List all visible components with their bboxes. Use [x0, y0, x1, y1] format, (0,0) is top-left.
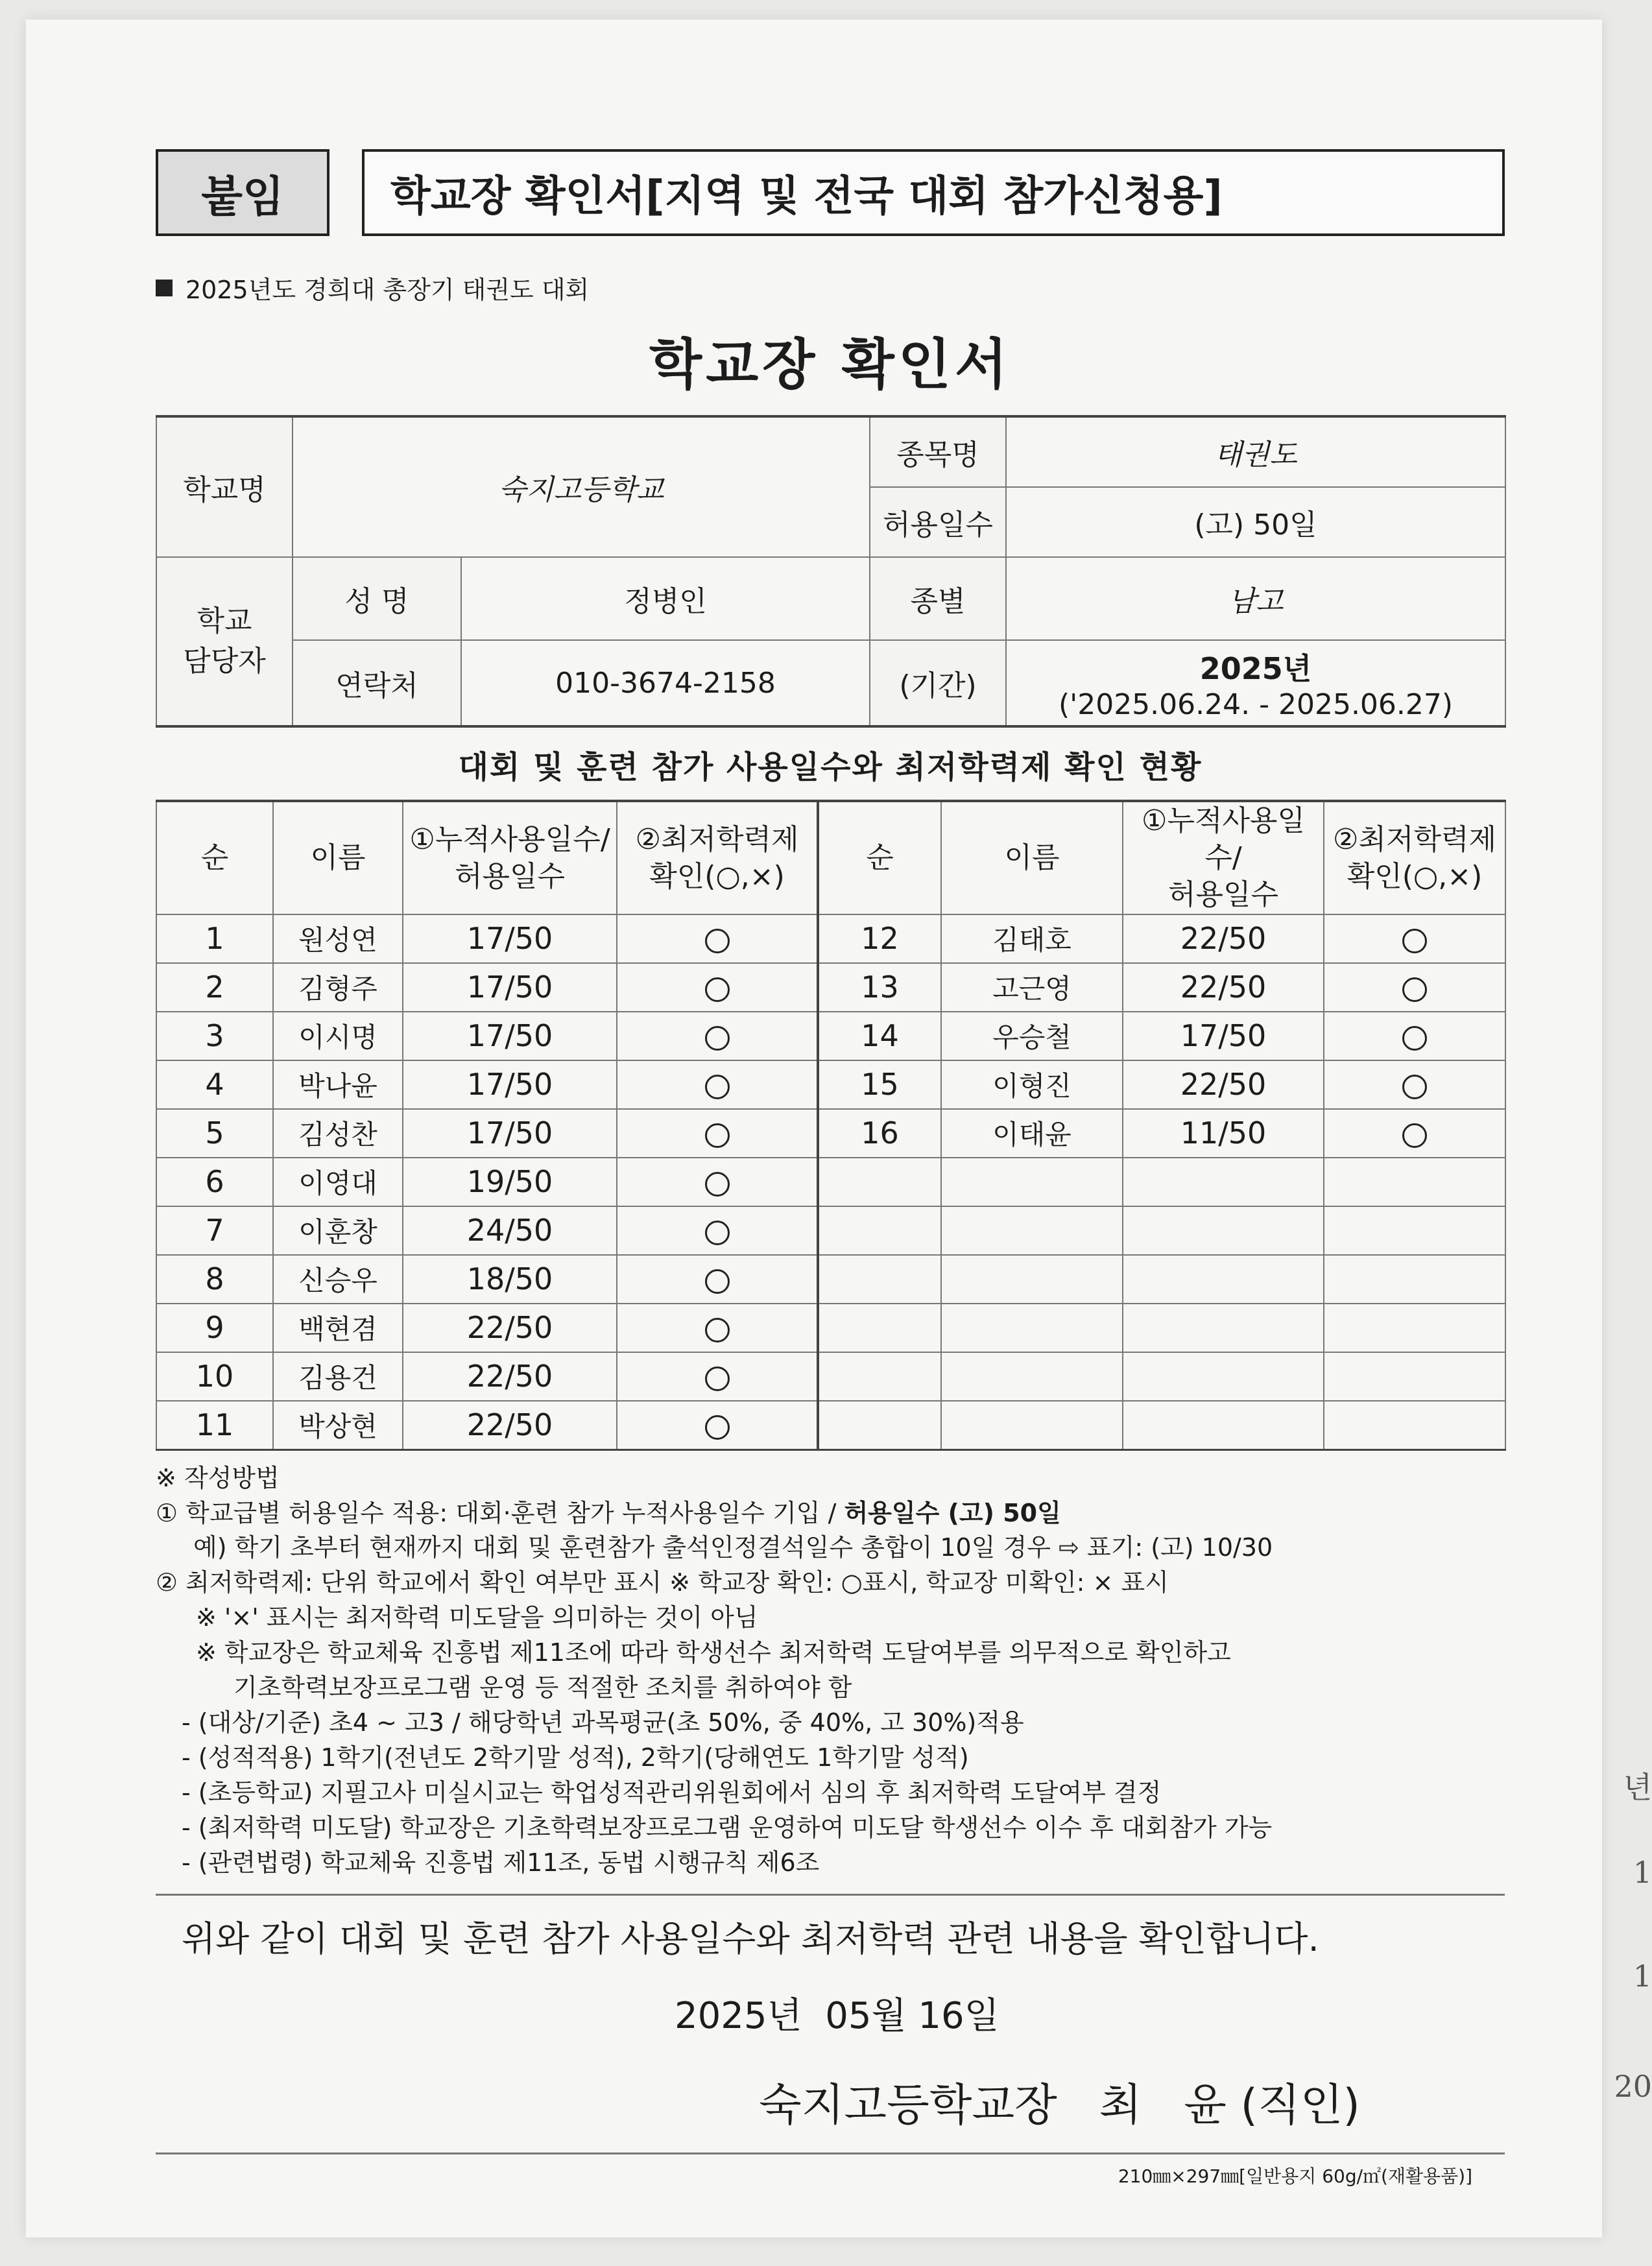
- sport-value: 태권도: [1006, 416, 1505, 487]
- days-used: 22/50: [1123, 1060, 1324, 1109]
- student-name: 고근영: [941, 963, 1123, 1012]
- circle-mark-icon: [705, 1221, 730, 1245]
- minimum-grade-check: [617, 1352, 818, 1401]
- table-row: [156, 1012, 1505, 1060]
- edge-text-3: 1: [1633, 1959, 1652, 1994]
- note-2b: ※ 학교장은 학교체육 진흥법 제11조에 따라 학생선수 최저학력 도달여부를 의무적으로 확인하고: [196, 1638, 1231, 1667]
- student-name: 신승우: [273, 1255, 403, 1304]
- minimum-grade-check: [617, 1255, 818, 1304]
- confirm-statement: 위와 같이 대회 및 훈련 참가 사용일수와 최저학력 관련 내용을 확인합니다.: [182, 1918, 1319, 1959]
- row-number: 12: [818, 914, 941, 963]
- row-number: 13: [818, 963, 941, 1012]
- table-row: [156, 1109, 1505, 1158]
- name-label: 성 명: [293, 557, 461, 640]
- circle-mark-icon: [705, 1026, 730, 1051]
- note-dash-3: - (초등학교) 지필고사 미실시교는 학업성적관리위원회에서 심의 후 최저학력 도달여부 결정: [182, 1778, 1162, 1807]
- student-name: [941, 1255, 1123, 1304]
- signature-separator: [156, 2153, 1505, 2154]
- days-used: 17/50: [403, 914, 617, 963]
- note-1-text: ① 학교급별 허용일수 적용: 대회·훈련 참가 누적사용일수 기입 /: [156, 1498, 844, 1527]
- square-bullet-icon: [156, 280, 173, 296]
- row-number: 1: [156, 914, 273, 963]
- student-name: 우승철: [941, 1012, 1123, 1060]
- row-number: 3: [156, 1012, 273, 1060]
- paper-spec-footer: 210㎜×297㎜[일반용지 60g/㎡(재활용품)]: [1118, 2165, 1472, 2187]
- edge-text-2: 1: [1633, 1855, 1652, 1890]
- minimum-grade-check: [617, 1109, 818, 1158]
- row-number: 10: [156, 1352, 273, 1401]
- table-row: [156, 1060, 1505, 1109]
- header-check: ②최저학력제 확인(○,×): [1324, 801, 1505, 914]
- header-title: 학교장 확인서[지역 및 전국 대회 참가신청용]: [362, 149, 1505, 236]
- row-number: 9: [156, 1304, 273, 1352]
- minimum-grade-check: [617, 1206, 818, 1255]
- note-1-bold: 허용일수 (고) 50일: [844, 1498, 1061, 1527]
- student-name: 이영대: [273, 1158, 403, 1206]
- header-name: 이름: [941, 801, 1123, 914]
- issue-date: 2025년 05월 16일: [675, 1995, 1000, 2037]
- days-used: [1123, 1352, 1324, 1401]
- student-name: 박상현: [273, 1401, 403, 1450]
- days-used: 17/50: [403, 963, 617, 1012]
- minimum-grade-check: [1324, 1304, 1505, 1352]
- circle-mark-icon: [705, 1172, 730, 1197]
- note-2: ② 최저학력제: 단위 학교에서 확인 여부만 표시 ※ 학교장 확인: ○표시, 학교장 미확인: × 표시: [156, 1568, 1169, 1597]
- days-used: 18/50: [403, 1255, 617, 1304]
- table-row: [156, 1401, 1505, 1450]
- row-number: 11: [156, 1401, 273, 1450]
- note-dash-4: - (최저학력 미도달) 학교장은 기초학력보장프로그램 운영하여 미도달 학생선수 이수 후 대회참가 가능: [182, 1813, 1273, 1843]
- days-used: 22/50: [403, 1352, 617, 1401]
- circle-mark-icon: [705, 1318, 730, 1342]
- student-name: 이형진: [941, 1060, 1123, 1109]
- row-number: 2: [156, 963, 273, 1012]
- minimum-grade-check: [1324, 1255, 1505, 1304]
- header-no: 순: [818, 801, 941, 914]
- row-number: [818, 1304, 941, 1352]
- note-2a: ※ '×' 표시는 최저학력 미도달을 의미하는 것이 아님: [196, 1603, 758, 1632]
- days-used: 11/50: [1123, 1109, 1324, 1158]
- minimum-grade-check: [617, 914, 818, 963]
- phone-label: 연락처: [293, 640, 461, 726]
- table-row: [156, 1158, 1505, 1206]
- minimum-grade-check: [617, 1060, 818, 1109]
- student-name: [941, 1158, 1123, 1206]
- minimum-grade-check: [617, 1158, 818, 1206]
- contact-name: 정병인: [461, 557, 870, 640]
- edge-text-1: 년: [1623, 1770, 1652, 1805]
- allowed-days-label: 허용일수: [870, 487, 1006, 557]
- roster-table: [156, 800, 1506, 1451]
- note-dash-2: - (성적적용) 1학기(전년도 2학기말 성적), 2학기(당해연도 1학기말 성적): [182, 1743, 969, 1772]
- circle-mark-icon: [705, 1075, 730, 1099]
- row-number: 6: [156, 1158, 273, 1206]
- table-row: [156, 1206, 1505, 1255]
- days-used: 17/50: [403, 1012, 617, 1060]
- student-name: 김형주: [273, 963, 403, 1012]
- period-label: (기간): [870, 640, 1006, 726]
- student-name: 이훈창: [273, 1206, 403, 1255]
- document-page: [26, 19, 1602, 2237]
- days-used: [1123, 1401, 1324, 1450]
- note-dash-1: - (대상/기준) 초4 ~ 고3 / 해당학년 과목평균(초 50%, 중 40%, 고 30%)적용: [182, 1708, 1024, 1737]
- circle-mark-icon: [1402, 929, 1427, 953]
- category-label: 종별: [870, 557, 1006, 640]
- circle-mark-icon: [1402, 1075, 1427, 1099]
- document-title: 학교장 확인서: [649, 333, 1012, 396]
- circle-mark-icon: [705, 1415, 730, 1440]
- header-check: ②최저학력제 확인(○,×): [617, 801, 818, 914]
- minimum-grade-check: [1324, 1012, 1505, 1060]
- period-year: 2025년: [1199, 650, 1312, 686]
- period-range: ('2025.06.24. - 2025.06.27): [1058, 687, 1454, 721]
- minimum-grade-check: [1324, 1060, 1505, 1109]
- note-2b-cont: 기초학력보장프로그램 운영 등 적절한 조치를 취하여야 함: [233, 1673, 852, 1702]
- table-row: [156, 914, 1505, 963]
- info-table: [156, 415, 1506, 728]
- period-cell: [1006, 640, 1505, 726]
- roster-header-row: [156, 801, 1505, 914]
- category-value: 남고: [1006, 557, 1505, 640]
- instructions: [156, 1461, 1505, 1881]
- contact-phone: 010-3674-2158: [461, 640, 870, 726]
- circle-mark-icon: [705, 1123, 730, 1148]
- days-used: 22/50: [403, 1304, 617, 1352]
- allowed-days-value: (고) 50일: [1006, 487, 1505, 557]
- days-used: 24/50: [403, 1206, 617, 1255]
- row-number: [818, 1352, 941, 1401]
- document-content: [156, 149, 1505, 2188]
- circle-mark-icon: [1402, 977, 1427, 1002]
- days-used: 17/50: [1123, 1012, 1324, 1060]
- note-1: [156, 1496, 1505, 1531]
- minimum-grade-check: [1324, 963, 1505, 1012]
- note-1-example: 예) 학기 초부터 현재까지 대회 및 훈련참가 출석인정결석일수 총합이 10일 경우 ⇨ 표기: (고) 10/30: [193, 1533, 1273, 1562]
- row-number: 14: [818, 1012, 941, 1060]
- principal-signature: 숙지고등학교장 최 윤 (직인): [759, 2080, 1360, 2131]
- days-used: 22/50: [403, 1401, 617, 1450]
- days-used: 22/50: [1123, 963, 1324, 1012]
- event-line: [156, 270, 1505, 305]
- header-no: 순: [156, 801, 273, 914]
- edge-text-4: 20: [1614, 2069, 1652, 2104]
- circle-mark-icon: [705, 977, 730, 1002]
- minimum-grade-check: [617, 1304, 818, 1352]
- minimum-grade-check: [1324, 1158, 1505, 1206]
- minimum-grade-check: [1324, 1352, 1505, 1401]
- event-name: 2025년도 경희대 총장기 태권도 대회: [186, 276, 590, 304]
- days-used: 22/50: [1123, 914, 1324, 963]
- header-days: ①누적사용일수/ 허용일수: [1123, 801, 1324, 914]
- contact-group-label: 학교 담당자: [156, 557, 293, 726]
- header-row: [156, 149, 1505, 236]
- minimum-grade-check: [1324, 1109, 1505, 1158]
- row-number: 7: [156, 1206, 273, 1255]
- section-title: 대회 및 훈련 참가 사용일수와 최저학력제 확인 현황: [458, 749, 1203, 785]
- circle-mark-icon: [1402, 1123, 1427, 1148]
- minimum-grade-check: [1324, 1401, 1505, 1450]
- circle-mark-icon: [705, 1366, 730, 1391]
- student-name: 원성연: [273, 914, 403, 963]
- table-row: [156, 963, 1505, 1012]
- student-name: 이시명: [273, 1012, 403, 1060]
- header-name: 이름: [273, 801, 403, 914]
- header-days: ①누적사용일수/ 허용일수: [403, 801, 617, 914]
- student-name: 이태윤: [941, 1109, 1123, 1158]
- days-used: [1123, 1255, 1324, 1304]
- circle-mark-icon: [705, 1269, 730, 1294]
- student-name: 백현겸: [273, 1304, 403, 1352]
- attachment-badge: 붙임: [156, 149, 329, 236]
- notes-heading: ※ 작성방법: [156, 1463, 280, 1492]
- table-row: [156, 1304, 1505, 1352]
- minimum-grade-check: [617, 963, 818, 1012]
- row-number: 8: [156, 1255, 273, 1304]
- days-used: 17/50: [403, 1060, 617, 1109]
- days-used: [1123, 1158, 1324, 1206]
- circle-mark-icon: [1402, 1026, 1427, 1051]
- school-label: 학교명: [156, 416, 293, 557]
- student-name: 박나윤: [273, 1060, 403, 1109]
- row-number: 4: [156, 1060, 273, 1109]
- student-name: [941, 1206, 1123, 1255]
- circle-mark-icon: [705, 929, 730, 953]
- school-name: 숙지고등학교: [293, 416, 870, 557]
- student-name: [941, 1304, 1123, 1352]
- row-number: 16: [818, 1109, 941, 1158]
- minimum-grade-check: [1324, 1206, 1505, 1255]
- student-name: [941, 1352, 1123, 1401]
- student-name: 김성찬: [273, 1109, 403, 1158]
- days-used: [1123, 1304, 1324, 1352]
- minimum-grade-check: [617, 1401, 818, 1450]
- confirm-separator: [156, 1894, 1505, 1896]
- roster-body: [156, 801, 1505, 1449]
- table-row: [156, 1352, 1505, 1401]
- minimum-grade-check: [617, 1012, 818, 1060]
- row-number: [818, 1255, 941, 1304]
- days-used: [1123, 1206, 1324, 1255]
- student-name: 김태호: [941, 914, 1123, 963]
- row-number: [818, 1401, 941, 1450]
- student-name: 김용건: [273, 1352, 403, 1401]
- days-used: 19/50: [403, 1158, 617, 1206]
- table-row: [156, 1255, 1505, 1304]
- row-number: [818, 1206, 941, 1255]
- days-used: 17/50: [403, 1109, 617, 1158]
- student-name: [941, 1401, 1123, 1450]
- row-number: 5: [156, 1109, 273, 1158]
- note-dash-5: - (관련법령) 학교체육 진흥법 제11조, 동법 시행규칙 제6조: [182, 1848, 820, 1878]
- sport-label: 종목명: [870, 416, 1006, 487]
- row-number: [818, 1158, 941, 1206]
- row-number: 15: [818, 1060, 941, 1109]
- minimum-grade-check: [1324, 914, 1505, 963]
